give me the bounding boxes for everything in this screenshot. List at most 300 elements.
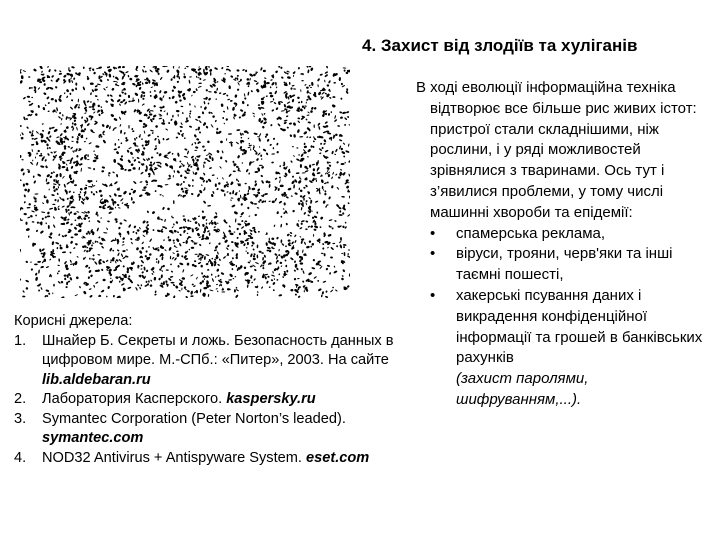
- bullet-icon: •: [430, 286, 436, 304]
- halftone-dot: [231, 268, 233, 270]
- halftone-dot: [199, 244, 202, 247]
- halftone-dot: [146, 269, 149, 272]
- halftone-dot: [271, 274, 275, 277]
- halftone-dot: [41, 217, 44, 220]
- halftone-dot: [197, 67, 201, 71]
- halftone-dot: [59, 197, 62, 201]
- halftone-dot: [23, 194, 26, 197]
- halftone-dot: [305, 202, 307, 205]
- halftone-dot: [329, 219, 333, 221]
- halftone-dot: [41, 211, 45, 213]
- source-link[interactable]: kaspersky.ru: [226, 391, 316, 407]
- halftone-dot: [260, 174, 263, 177]
- halftone-dot: [306, 136, 308, 138]
- halftone-dot: [292, 175, 295, 178]
- halftone-dot: [146, 184, 149, 186]
- halftone-dot: [191, 228, 194, 232]
- halftone-dot: [317, 172, 321, 175]
- bullet-icon: •: [430, 224, 436, 242]
- halftone-dot: [345, 222, 347, 224]
- halftone-dot: [325, 290, 328, 293]
- halftone-dot: [113, 269, 117, 272]
- halftone-dot: [280, 239, 282, 243]
- halftone-dot: [264, 273, 268, 275]
- halftone-dot: [288, 239, 291, 242]
- halftone-dot: [215, 183, 217, 187]
- halftone-dot: [49, 207, 53, 210]
- halftone-dot: [91, 89, 94, 93]
- halftone-dot: [167, 151, 171, 155]
- halftone-dot: [317, 280, 319, 282]
- halftone-dot: [217, 81, 218, 83]
- source-text: Шнайер Б. Секреты и ложь. Безопасность данных в цифровом мире. М.-СПб.: «Питер», 2003. На сайте: [42, 332, 394, 368]
- halftone-dot: [64, 277, 67, 280]
- halftone-dot: [36, 229, 39, 232]
- halftone-dot: [305, 220, 308, 223]
- halftone-dot: [290, 257, 294, 261]
- halftone-dot: [278, 273, 280, 275]
- halftone-dot: [335, 289, 338, 292]
- halftone-dot: [66, 89, 70, 93]
- halftone-dot: [28, 87, 31, 90]
- halftone-dot: [217, 130, 222, 134]
- halftone-dot: [269, 286, 271, 288]
- halftone-dot: [243, 243, 246, 247]
- halftone-dot: [35, 214, 37, 216]
- halftone-dot: [74, 294, 78, 296]
- halftone-dot: [226, 68, 229, 70]
- halftone-dot: [208, 152, 210, 154]
- threat-text: спамерська реклама,: [456, 224, 606, 242]
- halftone-dot: [247, 284, 249, 288]
- halftone-dot: [156, 162, 160, 163]
- halftone-dot: [180, 174, 183, 177]
- halftone-dot: [97, 104, 100, 107]
- halftone-dot: [139, 181, 142, 183]
- halftone-dot: [110, 113, 114, 117]
- halftone-dot: [283, 121, 287, 124]
- halftone-dot: [249, 78, 251, 81]
- halftone-dot: [30, 268, 33, 271]
- halftone-dot: [230, 197, 233, 198]
- halftone-dot: [182, 226, 186, 229]
- halftone-dot: [236, 289, 239, 292]
- halftone-dot: [149, 113, 153, 116]
- halftone-dot: [308, 240, 311, 243]
- halftone-dot: [21, 159, 23, 161]
- halftone-dot: [138, 161, 141, 164]
- halftone-dot: [141, 144, 144, 147]
- halftone-dot: [33, 180, 36, 184]
- source-item: [14, 449, 394, 469]
- halftone-dot: [340, 169, 342, 171]
- halftone-dot: [326, 66, 328, 69]
- halftone-dot: [45, 216, 47, 218]
- halftone-dot: [262, 267, 265, 270]
- halftone-dot: [109, 94, 113, 97]
- halftone-dot: [327, 265, 331, 268]
- halftone-dot: [247, 104, 249, 107]
- halftone-dot: [25, 260, 28, 263]
- halftone-dot: [180, 130, 182, 132]
- halftone-dot: [290, 235, 292, 237]
- halftone-dot: [305, 118, 307, 120]
- halftone-dot: [327, 169, 329, 172]
- halftone-dot: [49, 147, 52, 150]
- halftone-dot: [100, 106, 102, 108]
- halftone-dot: [70, 240, 74, 244]
- halftone-dot: [201, 265, 203, 268]
- halftone-dot: [136, 157, 139, 160]
- source-link[interactable]: eset.com: [306, 449, 370, 466]
- halftone-dot: [168, 247, 172, 252]
- halftone-dot: [324, 121, 328, 124]
- halftone-dot: [298, 295, 301, 298]
- halftone-dot: [306, 90, 309, 94]
- halftone-dot: [227, 106, 229, 110]
- halftone-dot: [68, 79, 71, 83]
- halftone-dot: [192, 283, 194, 285]
- halftone-dot: [32, 243, 34, 247]
- halftone-dot: [262, 148, 266, 152]
- halftone-dot: [59, 247, 63, 250]
- source-item: [14, 332, 394, 391]
- halftone-dot: [334, 153, 336, 155]
- halftone-dot: [347, 202, 350, 204]
- halftone-dot: [322, 189, 324, 191]
- halftone-dot: [61, 235, 64, 238]
- halftone-dot: [124, 92, 127, 95]
- halftone-dot: [297, 278, 300, 280]
- halftone-dot: [75, 87, 78, 90]
- halftone-dot: [132, 231, 135, 234]
- halftone-dot: [345, 90, 348, 94]
- halftone-dot: [145, 180, 149, 184]
- halftone-dot: [123, 132, 126, 135]
- halftone-dot: [57, 192, 59, 195]
- halftone-dot: [239, 190, 241, 192]
- halftone-dot: [176, 183, 180, 186]
- halftone-dot: [314, 222, 317, 225]
- halftone-dot: [152, 271, 154, 274]
- halftone-dot: [343, 155, 346, 158]
- halftone-dot: [217, 263, 220, 266]
- halftone-dot: [98, 113, 101, 116]
- halftone-dot: [269, 144, 272, 147]
- halftone-dot: [330, 247, 334, 251]
- halftone-dot: [276, 86, 278, 88]
- halftone-dot: [177, 73, 179, 76]
- halftone-dot: [228, 133, 232, 135]
- halftone-dot: [209, 233, 211, 236]
- halftone-dot: [95, 85, 99, 88]
- halftone-dot: [42, 123, 44, 125]
- halftone-dot: [191, 155, 195, 158]
- halftone-dot: [194, 221, 198, 225]
- halftone-dot: [323, 200, 326, 204]
- halftone-dot: [48, 69, 51, 73]
- halftone-dot: [297, 117, 300, 119]
- halftone-dot: [161, 274, 164, 278]
- halftone-dot: [203, 149, 206, 152]
- halftone-dot: [240, 211, 244, 215]
- halftone-dot: [335, 173, 338, 176]
- halftone-dot: [76, 127, 78, 131]
- halftone-dot: [25, 118, 28, 121]
- halftone-dot: [173, 223, 175, 225]
- halftone-dot: [212, 115, 215, 118]
- halftone-dot: [335, 149, 338, 153]
- halftone-dot: [109, 126, 111, 130]
- halftone-dot: [153, 162, 156, 166]
- halftone-dot: [163, 91, 167, 95]
- halftone-dot: [46, 178, 48, 182]
- halftone-dot: [46, 143, 49, 146]
- halftone-dot: [121, 283, 125, 286]
- halftone-dot: [332, 227, 334, 229]
- halftone-dot: [215, 120, 218, 123]
- halftone-dot: [215, 276, 217, 278]
- halftone-dot: [271, 237, 274, 240]
- halftone-dot: [32, 160, 33, 162]
- halftone-dot: [32, 130, 34, 133]
- halftone-dot: [40, 230, 44, 234]
- halftone-dot: [346, 111, 350, 114]
- halftone-dot: [198, 77, 200, 79]
- halftone-dot: [236, 69, 239, 72]
- halftone-dot: [261, 180, 264, 184]
- halftone-dot: [80, 156, 84, 161]
- halftone-dot: [128, 100, 131, 102]
- halftone-dot: [342, 269, 345, 273]
- halftone-dot: [92, 68, 95, 71]
- halftone-dot: [256, 158, 259, 162]
- halftone-dot: [224, 73, 226, 74]
- halftone-dot: [91, 244, 94, 247]
- halftone-dot: [159, 117, 163, 119]
- halftone-dot: [290, 87, 293, 90]
- halftone-dot: [219, 258, 222, 261]
- halftone-dot: [245, 251, 247, 252]
- halftone-dot: [257, 207, 260, 209]
- halftone-dot: [103, 232, 107, 234]
- threat-text: віруси, трояни, черв'яки та інші таємні пошесті,: [456, 245, 673, 284]
- halftone-dot: [48, 292, 51, 295]
- halftone-dot: [292, 210, 295, 213]
- halftone-dot: [53, 171, 56, 173]
- halftone-dot: [252, 264, 256, 267]
- halftone-dot: [131, 189, 133, 191]
- halftone-dot: [254, 203, 258, 205]
- halftone-dot: [130, 242, 133, 245]
- halftone-dot: [118, 94, 121, 97]
- halftone-dot: [150, 86, 153, 88]
- halftone-dot: [188, 249, 190, 251]
- halftone-dot: [93, 168, 96, 171]
- halftone-dot: [310, 87, 312, 88]
- halftone-dot: [340, 237, 342, 241]
- halftone-dot: [47, 153, 50, 156]
- halftone-dot: [234, 289, 236, 292]
- halftone-dot: [247, 146, 251, 148]
- lead-paragraph: В ході еволюції інформаційна техніка відтворює все більше рис живих істот: пристрої стали складнішими, ніж рослини, і у ряді можливостей зрівнялися з тваринами. Ось тут і з’явилися проблеми, у тому числі машинні хвороби та епідемії:: [416, 79, 697, 221]
- halftone-dot: [247, 91, 249, 95]
- halftone-dot: [71, 99, 74, 102]
- halftone-dot: [179, 226, 183, 229]
- halftone-dot: [239, 132, 242, 136]
- halftone-dot: [271, 279, 274, 281]
- halftone-dot: [287, 101, 291, 104]
- halftone-dot: [207, 140, 210, 143]
- halftone-dot: [194, 105, 196, 108]
- halftone-dot: [204, 256, 206, 260]
- halftone-dot: [241, 137, 243, 139]
- halftone-dot: [171, 270, 174, 272]
- halftone-dot: [155, 258, 158, 261]
- halftone-dot: [233, 231, 235, 232]
- halftone-dot: [71, 136, 73, 138]
- halftone-dot: [266, 152, 269, 155]
- halftone-dot: [299, 236, 301, 238]
- halftone-dot: [280, 216, 282, 218]
- halftone-dot: [275, 82, 277, 86]
- halftone-dot: [347, 214, 350, 217]
- halftone-dot: [205, 125, 208, 128]
- halftone-dot: [287, 76, 291, 79]
- halftone-dot: [296, 158, 300, 161]
- halftone-dot: [313, 124, 314, 128]
- halftone-dot: [60, 296, 65, 298]
- halftone-dot: [100, 217, 101, 219]
- halftone-dot: [209, 289, 213, 291]
- halftone-dot: [298, 67, 301, 70]
- halftone-dot: [61, 118, 63, 121]
- halftone-dot: [27, 188, 30, 192]
- halftone-dot: [273, 224, 275, 227]
- halftone-dot: [227, 68, 231, 72]
- halftone-dot: [88, 276, 90, 279]
- halftone-dot: [98, 66, 102, 69]
- halftone-dot: [95, 281, 99, 284]
- halftone-dot: [316, 211, 318, 214]
- halftone-dot: [128, 147, 132, 150]
- halftone-dot: [154, 90, 156, 92]
- halftone-dot: [203, 101, 205, 105]
- halftone-dot: [254, 171, 258, 173]
- halftone-dot: [312, 259, 315, 262]
- halftone-dot: [149, 111, 151, 113]
- halftone-dot: [251, 244, 254, 247]
- halftone-dot: [66, 197, 69, 200]
- halftone-dot: [260, 154, 262, 157]
- halftone-dot: [139, 119, 143, 122]
- halftone-dot: [271, 109, 274, 112]
- halftone-dot: [93, 72, 96, 75]
- halftone-dot: [307, 121, 311, 124]
- halftone-dot: [289, 82, 291, 85]
- halftone-dot: [162, 226, 166, 228]
- halftone-dot: [42, 252, 45, 257]
- halftone-dot: [113, 117, 118, 121]
- halftone-dot: [205, 254, 209, 256]
- halftone-dot: [71, 141, 73, 143]
- halftone-dot: [281, 243, 284, 246]
- halftone-dot: [144, 168, 148, 172]
- halftone-dot: [61, 205, 65, 208]
- halftone-dot: [38, 269, 40, 273]
- halftone-dot: [205, 89, 208, 92]
- halftone-dot: [348, 160, 350, 163]
- halftone-dot: [297, 96, 300, 99]
- halftone-dot: [178, 94, 182, 98]
- source-link[interactable]: symantec.com: [42, 430, 144, 446]
- halftone-dot: [53, 128, 58, 132]
- halftone-dot: [87, 154, 89, 157]
- halftone-dot: [308, 197, 311, 200]
- halftone-dot: [163, 239, 165, 241]
- halftone-dot: [196, 75, 198, 78]
- halftone-dot: [274, 198, 277, 202]
- halftone-dot: [75, 276, 79, 280]
- halftone-dot: [191, 143, 193, 146]
- halftone-dot: [141, 271, 144, 274]
- halftone-dot: [85, 264, 89, 268]
- halftone-dot: [39, 66, 43, 70]
- halftone-dot: [73, 77, 76, 80]
- halftone-dot: [293, 277, 296, 280]
- halftone-dot: [278, 249, 280, 252]
- halftone-dot: [270, 86, 272, 88]
- halftone-dot: [286, 72, 289, 75]
- halftone-dot: [334, 115, 336, 119]
- halftone-dot: [271, 82, 275, 86]
- halftone-dot: [226, 66, 229, 67]
- halftone-dot: [237, 88, 240, 91]
- halftone-dot: [108, 174, 110, 177]
- halftone-dot: [249, 232, 252, 235]
- halftone-dot: [74, 226, 78, 230]
- halftone-dot: [48, 225, 50, 229]
- halftone-dot: [152, 247, 155, 251]
- halftone-dot: [175, 221, 178, 224]
- halftone-dot: [336, 187, 339, 190]
- halftone-dot: [201, 272, 203, 275]
- source-link[interactable]: lib.aldebaran.ru: [42, 371, 151, 388]
- halftone-dot: [343, 142, 346, 145]
- halftone-dot: [274, 90, 277, 94]
- halftone-dot: [35, 156, 36, 158]
- halftone-dot: [317, 122, 320, 126]
- halftone-dot: [125, 137, 127, 140]
- halftone-dot: [313, 228, 316, 231]
- halftone-dot: [109, 247, 113, 251]
- halftone-dot: [91, 191, 93, 193]
- halftone-dot: [206, 275, 209, 278]
- halftone-dot: [315, 200, 319, 203]
- halftone-dot: [250, 253, 253, 257]
- halftone-dot: [128, 169, 132, 172]
- halftone-dot: [131, 128, 133, 131]
- halftone-dot: [176, 251, 179, 252]
- halftone-dot: [118, 187, 119, 191]
- halftone-dot: [62, 176, 65, 179]
- halftone-dot: [220, 272, 224, 275]
- halftone-dot: [105, 259, 108, 262]
- halftone-dot: [273, 289, 275, 291]
- halftone-dot: [264, 276, 267, 280]
- halftone-dot: [143, 266, 146, 269]
- halftone-dot: [311, 82, 314, 86]
